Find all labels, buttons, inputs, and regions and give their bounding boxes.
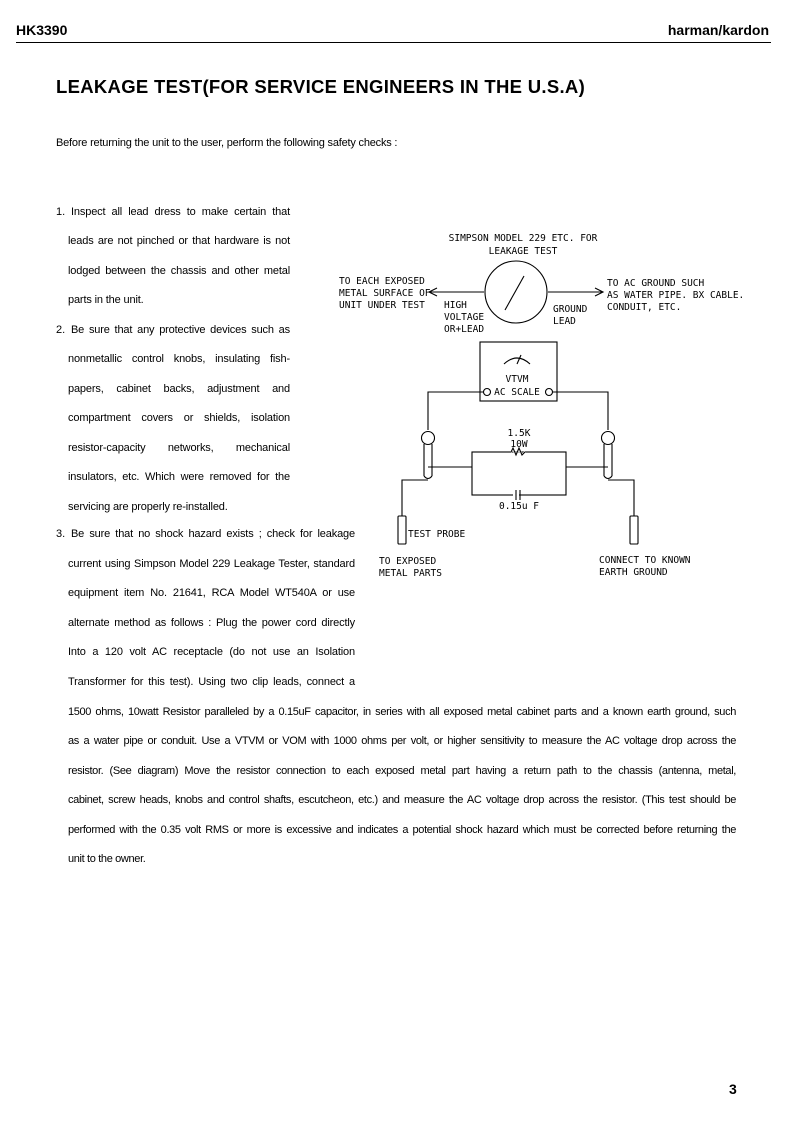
ground-lead-label: LEAD [553,316,576,327]
test-probe-icon [398,516,406,544]
step-line: equipment item No. 21641, RCA Model WT540A or use [68,587,355,599]
ground-probe-icon [630,516,638,544]
exposed-parts-label: TO EXPOSED [379,556,437,567]
leakage-tester-icon [485,261,547,323]
header-rule [16,42,771,43]
intro-text: Before returning the unit to the user, perform the following safety checks : [56,137,398,149]
clip-lead-icon [422,432,435,445]
resistor-label: 1.5K [507,428,531,439]
step-line: alternate method as follows : Plug the power cord directly [68,617,355,629]
brand-logo: harman/kardon [667,22,769,38]
step-line: resistor. (See diagram) Move the resistor connection to each exposed metal part having a return path to the chassis (antenna, metal, [68,765,736,777]
test-probe-label: TEST PROBE [408,529,466,540]
step-number: 1. [56,206,66,218]
left-label: TO EACH EXPOSED [339,276,425,287]
left-label: METAL SURFACE OF [339,288,431,299]
step-line: parts in the unit. [68,294,144,306]
step-line: nonmetallic control knobs, insulating fish- [68,353,290,365]
tester-label: SIMPSON MODEL 229 ETC. FOR [448,233,598,244]
right-label: CONDUIT, ETC. [607,302,682,313]
page-number: 3 [729,1081,737,1097]
ground-lead-label: GROUND [553,304,588,315]
document-model: HK3390 [16,22,68,38]
high-voltage-label: VOLTAGE [444,312,485,323]
step-line: papers, cabinet backs, adjustment and [68,383,290,395]
step-line: insulators, etc. Which were removed for the [68,471,290,483]
right-label: AS WATER PIPE. BX CABLE. [607,290,745,301]
left-label: UNIT UNDER TEST [339,300,425,311]
step-line: current using Simpson Model 229 Leakage Tester, standard [68,558,355,570]
vtvm-label: AC SCALE [494,387,540,398]
step-line: 1500 ohms, 10watt Resistor paralleled by a 0.15uF capacitor, in series with all exposed metal cabinet parts and a known earth ground, such [68,706,736,718]
high-voltage-label: OR+LEAD [444,324,485,335]
vtvm-label: VTVM [505,374,529,385]
step-line: Transformer for this test). Using two clip leads, connect a [68,676,355,688]
step-line: servicing are properly re-installed. [68,501,228,513]
step-line: compartment covers or shields, isolation [68,412,290,424]
exposed-parts-label: METAL PARTS [379,568,442,579]
resistor-label: 10W [510,439,528,450]
step-line: as a water pipe or conduit. Use a VTVM or VOM with 1000 ohms per volt, or higher sensitivity to measure the AC voltage drop across the [68,735,736,747]
earth-ground-label: CONNECT TO KNOWN [599,555,691,566]
right-label: TO AC GROUND SUCH [607,278,705,289]
step-line: Be sure that no shock hazard exists ; check for leakage [71,528,355,540]
page-title: LEAKAGE TEST(FOR SERVICE ENGINEERS IN THE U.S.A) [56,76,586,97]
step-number: 3. [56,528,66,540]
step-line: unit to the owner. [68,853,146,865]
step-line: cabinet, screw heads, knobs and control shafts, escutcheon, etc.) and measure the AC voltage drop across the resistor. (This test should be [68,794,736,806]
step-line: Into a 120 volt AC receptacle (do not use an Isolation [68,646,355,658]
tester-label: LEAKAGE TEST [488,246,558,257]
earth-ground-label: EARTH GROUND [599,567,668,578]
clip-lead-icon [602,432,615,445]
step-line: Be sure that any protective devices such as [71,324,290,336]
step-number: 2. [56,324,66,336]
step-line: resistor-capacity networks, mechanical [68,442,290,454]
capacitor-label: 0.15u F [498,501,540,512]
high-voltage-label: HIGH [444,300,467,311]
step-line: Inspect all lead dress to make certain that [71,206,290,218]
leakage-test-diagram [330,225,745,585]
step-line: performed with the 0.35 volt RMS or more is excessive and indicates a potential shock hazard which must be corrected before returning the [68,824,736,836]
step-line: lodged between the chassis and other metal [68,265,290,277]
step-line: leads are not pinched or that hardware is not [68,235,290,247]
